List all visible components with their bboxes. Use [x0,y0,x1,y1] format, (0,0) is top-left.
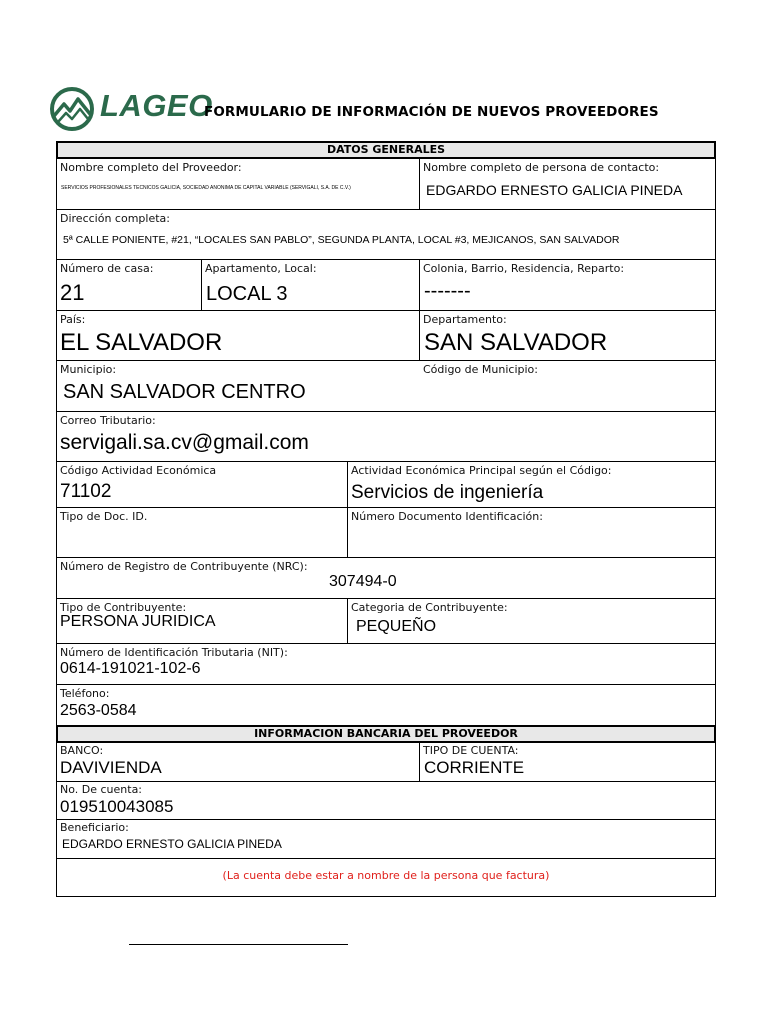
colonia-cell[interactable] [419,259,716,311]
page-header [48,84,728,132]
tipo-cuenta-value: CORRIENTE [424,758,525,777]
departamento-cell[interactable] [419,310,716,361]
tipo-contribuyente-label: Tipo de Contribuyente: [60,601,187,614]
colonia-value: ------- [424,280,471,302]
banco-cell[interactable] [56,742,420,782]
nit-cell[interactable] [56,643,716,685]
cuenta-cell[interactable] [56,781,716,820]
numero-casa-label: Número de casa: [60,262,154,275]
numero-casa-cell[interactable] [56,259,202,311]
banco-label: BANCO: [60,744,104,757]
municipio-label: Municipio: [60,363,117,376]
nit-value: 0614-191021-102-6 [60,660,201,677]
signature-line [129,944,348,945]
tipo-cuenta-label: TIPO DE CUENTA: [423,744,519,757]
tipo-contribuyente-cell[interactable] [56,598,348,644]
departamento-label: Departamento: [423,313,507,326]
cuenta-label: No. De cuenta: [60,783,143,796]
municipio-cell[interactable] [56,360,716,412]
codigo-municipio-label: Código de Municipio: [423,363,538,376]
tipo-doc-cell[interactable] [56,507,348,558]
correo-cell[interactable] [56,411,716,462]
contacto-cell[interactable] [419,158,716,210]
direccion-label: Dirección completa: [60,212,170,225]
account-holder-note: (La cuenta debe estar a nombre de la persona que factura) [222,869,550,882]
departamento-value: SAN SALVADOR [424,329,608,356]
categoria-cell[interactable] [347,598,716,644]
municipio-value: SAN SALVADOR CENTRO [63,381,306,403]
direccion-value: 5ª CALLE PONIENTE, #21, “LOCALES SAN PABLO”, SEGUNDA PLANTA, LOCAL #3, MEJICANOS, SAN SALVADOR [63,234,620,246]
proveedor-label: Nombre completo del Proveedor: [60,161,242,174]
numero-doc-label: Número Documento Identificación: [351,510,543,523]
section-datos-generales: DATOS GENERALES [56,141,716,159]
beneficiario-value: EDGARDO ERNESTO GALICIA PINEDA [62,837,282,851]
tipo-cuenta-cell[interactable] [419,742,716,782]
telefono-label: Teléfono: [60,687,110,700]
nrc-label: Número de Registro de Contribuyente (NRC): [60,560,308,573]
pais-value: EL SALVADOR [60,329,223,356]
direccion-cell[interactable] [56,209,716,260]
nota-cell [56,858,716,897]
actividad-cell[interactable] [347,461,716,508]
actividad-value: Servicios de ingeniería [351,482,544,503]
page-title: FORMULARIO DE INFORMACIÓN DE NUEVOS PROVEEDORES [204,104,659,120]
numero-casa-value: 21 [60,280,85,305]
nrc-cell[interactable] [56,557,716,599]
contacto-value: EDGARDO ERNESTO GALICIA PINEDA [426,182,683,198]
correo-label: Correo Tributario: [60,414,156,427]
proveedor-cell[interactable] [56,158,420,210]
pais-label: País: [60,313,86,326]
apartamento-label: Apartamento, Local: [205,262,317,275]
correo-value: servigali.sa.cv@gmail.com [60,431,309,454]
apartamento-value: LOCAL 3 [206,283,288,305]
actividad-label: Actividad Económica Principal según el Código: [351,464,612,477]
numero-doc-cell[interactable] [347,507,716,558]
codigo-actividad-cell[interactable] [56,461,348,508]
pais-cell[interactable] [56,310,420,361]
colonia-label: Colonia, Barrio, Residencia, Reparto: [423,262,625,275]
proveedor-value: SERVICIOS PROFESIONALES TECNICOS GALICIA, SOCIEDAD ANONIMA DE CAPITAL VARIABLE (SERVIGALI, S.A. DE C.V.) [61,185,351,191]
beneficiario-label: Beneficiario: [60,821,129,834]
categoria-label: Categoria de Contribuyente: [351,601,508,614]
categoria-value: PEQUEÑO [356,618,437,635]
telefono-cell[interactable] [56,684,716,726]
lageo-logo-icon [48,86,96,132]
codigo-actividad-label: Código Actividad Económica [60,464,217,477]
tipo-contribuyente-value: PERSONA JURIDICA [60,613,216,630]
tipo-doc-label: Tipo de Doc. ID. [60,510,148,523]
nit-label: Número de Identificación Tributaria (NIT): [60,646,288,659]
section-informacion-bancaria: INFORMACION BANCARIA DEL PROVEEDOR [56,725,716,743]
telefono-value: 2563-0584 [60,702,137,719]
beneficiario-cell[interactable] [56,819,716,859]
contacto-label: Nombre completo de persona de contacto: [423,161,660,174]
apartamento-cell[interactable] [201,259,420,311]
logo-text: LAGEO [100,88,213,123]
cuenta-value: 019510043085 [60,797,174,816]
nrc-value: 307494-0 [329,573,397,590]
codigo-actividad-value: 71102 [60,481,112,502]
banco-value: DAVIVIENDA [60,758,162,777]
